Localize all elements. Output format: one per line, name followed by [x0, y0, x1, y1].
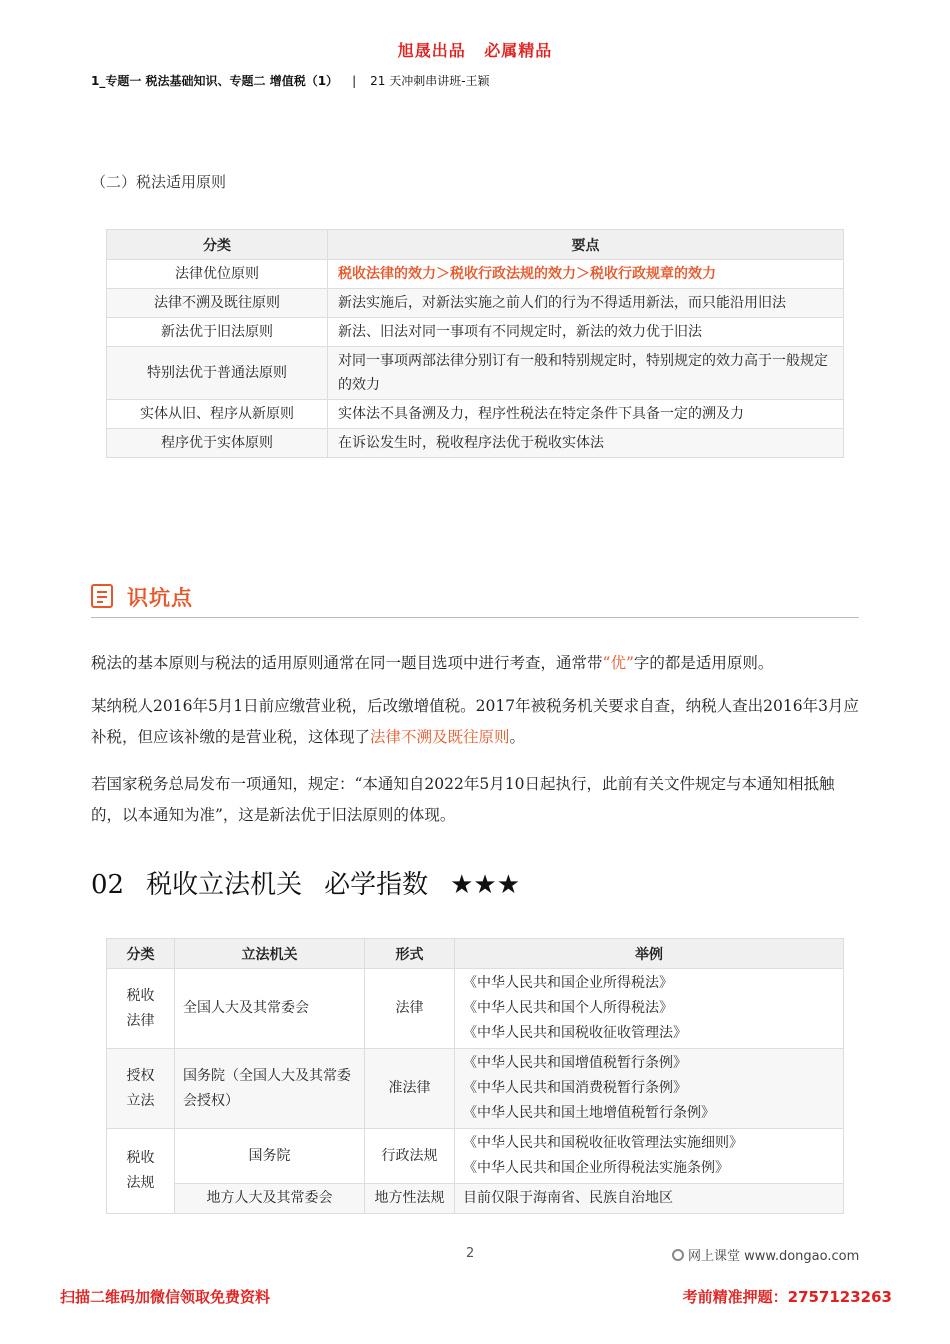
legislature-table: [106, 938, 844, 1214]
doc-header: [91, 72, 490, 89]
p1-tail: 字的都是适用原则。: [633, 654, 774, 672]
row-examples: [455, 1049, 844, 1129]
example-item: 《中华人民共和国土地增值税暂行条例》: [463, 1105, 715, 1121]
row-point: 对同一事项两部法律分别订有一般和特别规定时，特别规定的效力高于一般规定的效力: [328, 347, 844, 400]
row-category: [107, 969, 175, 1049]
principles-table: [106, 229, 844, 458]
row-category: 新法优于旧法原则: [107, 318, 328, 347]
banner-left: 旭晟出品: [397, 41, 466, 60]
table-row: [107, 289, 844, 318]
form-text: 地方性法规: [374, 1190, 445, 1206]
brand-text: 网上课堂 www.dongao.com: [688, 1249, 860, 1264]
row-form: 准法律: [365, 1049, 455, 1129]
table-row: [107, 318, 844, 347]
row-point: 新法、旧法对同一事项有不同规定时，新法的效力优于旧法: [328, 318, 844, 347]
table-row: [107, 1129, 844, 1184]
table-row: [107, 260, 844, 289]
header-examples: 举例: [455, 939, 844, 969]
p1-highlight: “优”: [602, 654, 634, 672]
doc-title: 1_专题一 税法基础知识、专题二 增值税（1）: [91, 74, 339, 88]
row-org: 地方人大及其常委会: [175, 1184, 365, 1214]
pitfall-paragraph-2: [91, 691, 861, 753]
table-header-row: [107, 230, 844, 260]
category-text: 授权立法: [126, 1067, 155, 1109]
example-item: 《中华人民共和国企业所得税法实施条例》: [463, 1160, 729, 1176]
footer-right-notice: 考前精准押题：2757123263: [682, 1288, 892, 1306]
category-text: 税收法规: [126, 1150, 155, 1191]
section-subtitle: （二）税法适用原则: [91, 173, 227, 191]
brand-footer: [672, 1245, 859, 1264]
row-org: 国务院: [175, 1129, 365, 1184]
example-item: 《中华人民共和国增值税暂行条例》: [463, 1055, 687, 1071]
row-examples: [455, 969, 844, 1049]
row-point: 在诉讼发生时，税收程序法优于税收实体法: [328, 429, 844, 458]
row-point: 实体法不具备溯及力，程序性税法在特定条件下具备一定的溯及力: [328, 400, 844, 429]
row-category: 特别法优于普通法原则: [107, 347, 328, 400]
pitfall-paragraph-1: [91, 648, 861, 679]
header-category: 分类: [107, 230, 328, 260]
header-point: 要点: [328, 230, 844, 260]
table-row: [107, 400, 844, 429]
pitfall-heading: [91, 582, 859, 618]
row-examples: [455, 1184, 844, 1214]
row-point: 税收法律的效力＞税收行政法规的效力＞税收行政规章的效力: [328, 260, 844, 289]
row-category: 实体从旧、程序从新原则: [107, 400, 328, 429]
row-category: 法律优位原则: [107, 260, 328, 289]
table-row: [107, 347, 844, 400]
row-org: 全国人大及其常委会: [175, 969, 365, 1049]
section-number: 02: [91, 870, 125, 900]
p1-text: 税法的基本原则与税法的适用原则通常在同一题目选项中进行考查，通常带: [91, 654, 603, 672]
example-item: 《中华人民共和国税收征收管理法》: [463, 1025, 687, 1041]
top-banner: [0, 38, 950, 61]
course-name: 21 天冲刺串讲班-王颖: [370, 74, 490, 88]
note-icon: [91, 584, 113, 608]
footer-left-notice: 扫描二维码加微信领取免费资料: [60, 1288, 271, 1306]
table-row: [107, 969, 844, 1049]
header-form: 形式: [365, 939, 455, 969]
example-item: 《中华人民共和国消费税暂行条例》: [463, 1080, 687, 1096]
page-number: 2: [466, 1246, 475, 1261]
row-form: 行政法规: [365, 1129, 455, 1184]
pitfall-title: 识坑点: [127, 586, 193, 610]
p2-tail: 。: [509, 728, 526, 746]
row-form: [365, 1184, 455, 1214]
table-row: [107, 429, 844, 458]
header-category: 分类: [107, 939, 175, 969]
table-header-row: [107, 939, 844, 969]
example-item: 《中华人民共和国税收征收管理法实施细则》: [463, 1135, 743, 1151]
row-category: [107, 1129, 175, 1214]
row-category: 法律不溯及既往原则: [107, 289, 328, 318]
p2-text: 某纳税人2016年5月1日前应缴营业税，后改缴增值税。2017年被税务机关要求自查，纳税人查出2016年3月应补税，但应该补缴的是营业税，这体现了: [91, 697, 859, 746]
index-label: 必学指数: [324, 870, 429, 900]
example-item: 目前仅限于海南省、民族自治地区: [463, 1190, 673, 1206]
row-point: 新法实施后，对新法实施之前人们的行为不得适用新法，而只能沿用旧法: [328, 289, 844, 318]
section-heading: [91, 864, 542, 901]
row-form: 法律: [365, 969, 455, 1049]
table-row: [107, 1184, 844, 1214]
pitfall-paragraph-3: 若国家税务总局发布一项通知，规定：“本通知自2022年5月10日起执行，此前有关文件规定与本通知相抵触的，以本通知为准”，这是新法优于旧法原则的体现。: [91, 775, 835, 824]
row-category: [107, 1049, 175, 1129]
header-separator: |: [352, 74, 357, 88]
example-item: 《中华人民共和国企业所得税法》: [463, 975, 673, 991]
banner-right: 必属精品: [484, 41, 553, 60]
row-org: 国务院（全国人大及其常委会授权）: [175, 1049, 365, 1129]
star-rating: ★★★: [450, 870, 521, 900]
brand-logo-icon: [672, 1249, 684, 1261]
section-title: 税收立法机关: [146, 870, 303, 900]
example-item: 《中华人民共和国个人所得税法》: [463, 1000, 673, 1016]
category-text: 税收法律: [126, 987, 155, 1029]
p2-highlight: 法律不溯及既往原则: [370, 728, 510, 746]
row-category: 程序优于实体原则: [107, 429, 328, 458]
table-row: [107, 1049, 844, 1129]
row-examples: [455, 1129, 844, 1184]
header-org: 立法机关: [175, 939, 365, 969]
